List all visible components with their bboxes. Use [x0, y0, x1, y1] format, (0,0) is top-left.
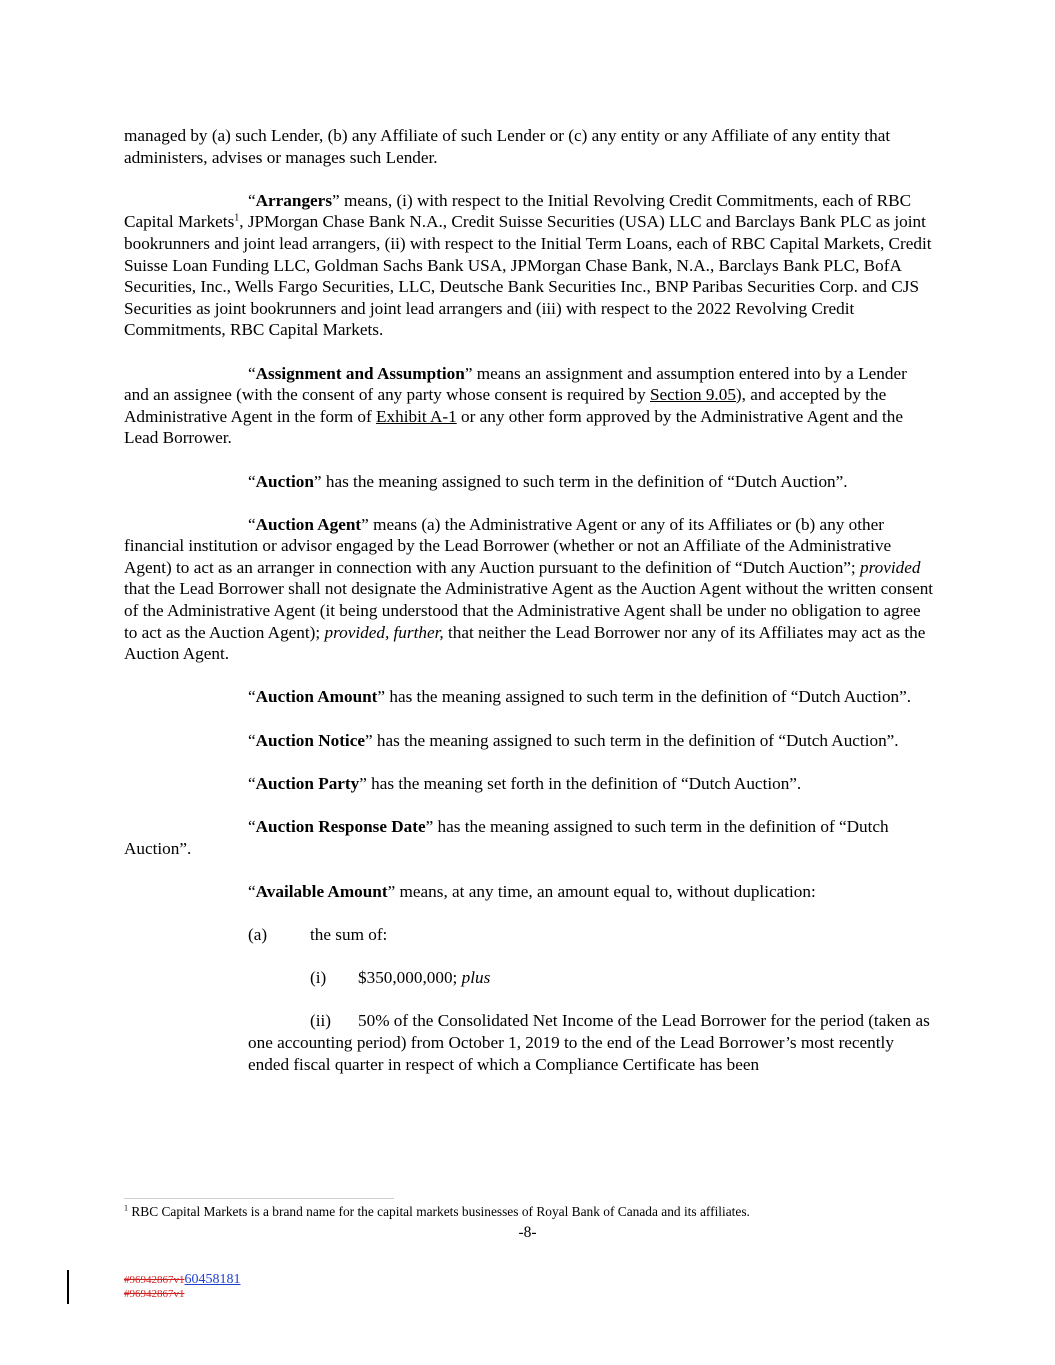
- list-item-ii: (ii) 50% of the Consolidated Net Income of the Lead Borrower for the period (taken as one accounting period) from October 1, 2019 to the end of the Lead Borrower’s most recently ended fiscal quarter in respect of which a Compliance Certificate has been: [248, 1011, 930, 1074]
- cross-reference-section[interactable]: Section 9.05: [649, 385, 736, 405]
- definition-auction-notice: “Auction Notice” has the meaning assigned to such term in the definition of “Dutch Auction”.: [248, 730, 899, 750]
- footnote-marker: 1: [124, 1203, 128, 1213]
- list-item-i: (i) $350,000,000; plus: [310, 968, 491, 988]
- cross-reference-exhibit[interactable]: Exhibit A-1: [376, 406, 457, 426]
- defined-term: Auction Party: [255, 773, 360, 793]
- deleted-doc-id: #96942867v1: [124, 1274, 185, 1286]
- deleted-doc-id: #96942867v1: [124, 1288, 185, 1300]
- definition-available-amount: “Available Amount” means, at any time, an amount equal to, without duplication:: [248, 881, 816, 901]
- footnote: $^1$ RBC Capital Markets is a brand name for the capital markets businesses of Royal Bank of Canada and its affiliates.: [124, 1203, 750, 1219]
- defined-term: Available Amount: [255, 881, 388, 901]
- page-number: -8-: [518, 1224, 537, 1241]
- definition-auction-response-date: “Auction Response Date” has the meaning assigned to such term in the definition of “Dutch Auction”.: [124, 817, 889, 858]
- defined-term: Auction Agent: [255, 514, 362, 534]
- definition-arrangers: “Arrangers” means, (i) with respect to the Initial Revolving Credit Commitments, each of RBC Capital Markets$^1$, JPMorgan Chase Bank N.A., Credit Suisse Securities (USA) LLC and Barclays Bank PLC as joint bookrunners and joint lead arrangers, (ii) with respect to the Initial Term Loans, each of RBC Capital Markets, Credit Suisse Loan Funding LLC, Goldman Sachs Bank USA, JPMorgan Chase Bank, N.A., Barclays Bank PLC, BofA Securities, Inc., Wells Fargo Securities, LLC, Deutsche Bank Securities Inc., BNP Paribas Securities Corp. and CJS Securities as joint bookrunners and joint lead arrangers and (iii) with respect to the 2022 Revolving Credit Commitments, RBC Capital Markets.: [124, 190, 932, 340]
- definition-assignment-and-assumption: “Assignment and Assumption” means an assignment and assumption entered into by a Lender and an assignee (with the consent of any party whose consent is required by Section 9.05), and accepted by the Administrative Agent in the form of Exhibit A-1 or any other form approved by the Administrative Agent and the Lead Borrower.: [124, 363, 907, 448]
- footnote-reference[interactable]: 1: [234, 212, 240, 224]
- list-label: (ii): [310, 1011, 331, 1031]
- defined-term: Auction Amount: [255, 687, 378, 707]
- list-label: (i): [310, 968, 327, 988]
- footnote-separator: [124, 1198, 394, 1199]
- list-item-a: (a) the sum of:: [248, 924, 388, 944]
- document-id: [124, 1273, 241, 1301]
- definition-auction: “Auction” has the meaning assigned to such term in the definition of “Dutch Auction”.: [248, 471, 848, 491]
- list-label: (a): [248, 924, 268, 944]
- defined-term: Auction: [255, 471, 314, 491]
- defined-term: Auction Notice: [255, 730, 365, 750]
- paragraph-continuation: managed by (a) such Lender, (b) any Affiliate of such Lender or (c) any entity or any Affiliate of any entity that administers, advises or manages such Lender.: [124, 126, 891, 167]
- document-body: [124, 125, 934, 1075]
- defined-term: Arrangers: [255, 190, 333, 210]
- inserted-doc-id: 60458181: [184, 1272, 241, 1287]
- definition-auction-agent: “Auction Agent” means (a) the Administrative Agent or any of its Affiliates or (b) any other financial institution or advisor engaged by the Lead Borrower (whether or not an Affiliate of the Administrative Agent) to act as an arranger in connection with any Auction pursuant to the definition of “Dutch Auction”; provided that the Lead Borrower shall not designate the Administrative Agent as the Auction Agent without the written consent of the Administrative Agent (it being understood that the Administrative Agent shall be under no obligation to agree to act as the Auction Agent); provided, further, that neither the Lead Borrower nor any of its Affiliates may act as the Auction Agent.: [124, 514, 934, 664]
- defined-term: Assignment and Assumption: [255, 363, 465, 383]
- definition-auction-amount: “Auction Amount” has the meaning assigned to such term in the definition of “Dutch Auction”.: [248, 687, 912, 707]
- change-bar: [67, 1270, 69, 1304]
- definition-auction-party: “Auction Party” has the meaning set forth in the definition of “Dutch Auction”.: [248, 773, 802, 793]
- defined-term: Auction Response Date: [255, 817, 426, 836]
